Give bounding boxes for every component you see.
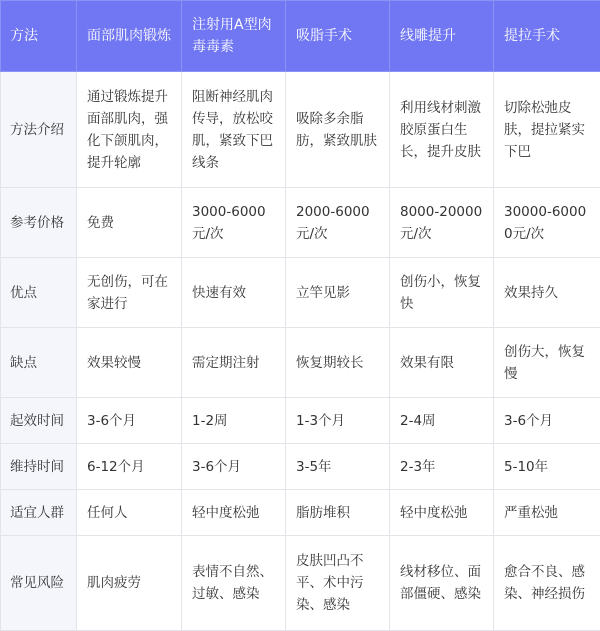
header-row bbox=[1, 1, 600, 72]
table-cell: 轻中度松弛 bbox=[390, 490, 494, 536]
table-cell: 轻中度松弛 bbox=[182, 490, 286, 536]
table-cell: 脂肪堆积 bbox=[286, 490, 390, 536]
table-cell: 2-3年 bbox=[390, 444, 494, 490]
table-cell: 3-6个月 bbox=[494, 398, 600, 444]
header-cell-method: 方法 bbox=[1, 1, 77, 72]
row-label: 起效时间 bbox=[1, 398, 77, 444]
table-cell: 利用线材刺激胶原蛋白生长，提升皮肤 bbox=[390, 72, 494, 188]
table-cell: 6-12个月 bbox=[77, 444, 182, 490]
header-cell-botox: 注射用A型肉毒毒素 bbox=[182, 1, 286, 72]
header-cell-liposuction: 吸脂手术 bbox=[286, 1, 390, 72]
row-label: 适宜人群 bbox=[1, 490, 77, 536]
table-cell: 1-2周 bbox=[182, 398, 286, 444]
table-row bbox=[1, 444, 600, 490]
row-label: 维持时间 bbox=[1, 444, 77, 490]
table-cell: 创伤小，恢复快 bbox=[390, 258, 494, 328]
table-cell: 8000-20000元/次 bbox=[390, 188, 494, 258]
table-cell: 3-5年 bbox=[286, 444, 390, 490]
table-cell: 需定期注射 bbox=[182, 328, 286, 398]
table-cell: 创伤大，恢复慢 bbox=[494, 328, 600, 398]
table-cell: 严重松弛 bbox=[494, 490, 600, 536]
row-label: 参考价格 bbox=[1, 188, 77, 258]
table-cell: 1-3个月 bbox=[286, 398, 390, 444]
table-cell: 5-10年 bbox=[494, 444, 600, 490]
table-cell: 线材移位、面部僵硬、感染 bbox=[390, 536, 494, 631]
row-label: 缺点 bbox=[1, 328, 77, 398]
table-cell: 免费 bbox=[77, 188, 182, 258]
table-cell: 阻断神经肌肉传导，放松咬肌，紧致下巴线条 bbox=[182, 72, 286, 188]
row-label: 常见风险 bbox=[1, 536, 77, 631]
table-cell: 任何人 bbox=[77, 490, 182, 536]
table-cell: 2000-6000元/次 bbox=[286, 188, 390, 258]
table-row bbox=[1, 72, 600, 188]
table-body bbox=[1, 72, 600, 631]
table-cell: 2-4周 bbox=[390, 398, 494, 444]
table-cell: 皮肤凹凸不平、术中污染、感染 bbox=[286, 536, 390, 631]
table-cell: 3-6个月 bbox=[77, 398, 182, 444]
table-cell: 效果持久 bbox=[494, 258, 600, 328]
table-cell: 立竿见影 bbox=[286, 258, 390, 328]
table-header bbox=[1, 1, 600, 72]
table-cell: 效果有限 bbox=[390, 328, 494, 398]
row-label: 方法介绍 bbox=[1, 72, 77, 188]
table-cell: 肌肉疲劳 bbox=[77, 536, 182, 631]
table-row bbox=[1, 536, 600, 631]
table-cell: 3-6个月 bbox=[182, 444, 286, 490]
table-cell: 表情不自然、过敏、感染 bbox=[182, 536, 286, 631]
table-row bbox=[1, 188, 600, 258]
table-cell: 效果较慢 bbox=[77, 328, 182, 398]
table-cell: 愈合不良、感染、神经损伤 bbox=[494, 536, 600, 631]
table-cell: 快速有效 bbox=[182, 258, 286, 328]
table-cell: 30000-60000元/次 bbox=[494, 188, 600, 258]
row-label: 优点 bbox=[1, 258, 77, 328]
table-row bbox=[1, 258, 600, 328]
table-cell: 恢复期较长 bbox=[286, 328, 390, 398]
header-cell-thread-lift: 线雕提升 bbox=[390, 1, 494, 72]
table-cell: 切除松弛皮肤，提拉紧实下巴 bbox=[494, 72, 600, 188]
table-cell: 3000-6000元/次 bbox=[182, 188, 286, 258]
table-row bbox=[1, 490, 600, 536]
table-row bbox=[1, 398, 600, 444]
table-cell: 通过锻炼提升面部肌肉，强化下颌肌肉，提升轮廓 bbox=[77, 72, 182, 188]
table-row bbox=[1, 328, 600, 398]
table-cell: 吸除多余脂肪，紧致肌肤 bbox=[286, 72, 390, 188]
header-cell-lift-surgery: 提拉手术 bbox=[494, 1, 600, 72]
header-cell-facial-exercise: 面部肌肉锻炼 bbox=[77, 1, 182, 72]
table-cell: 无创伤，可在家进行 bbox=[77, 258, 182, 328]
